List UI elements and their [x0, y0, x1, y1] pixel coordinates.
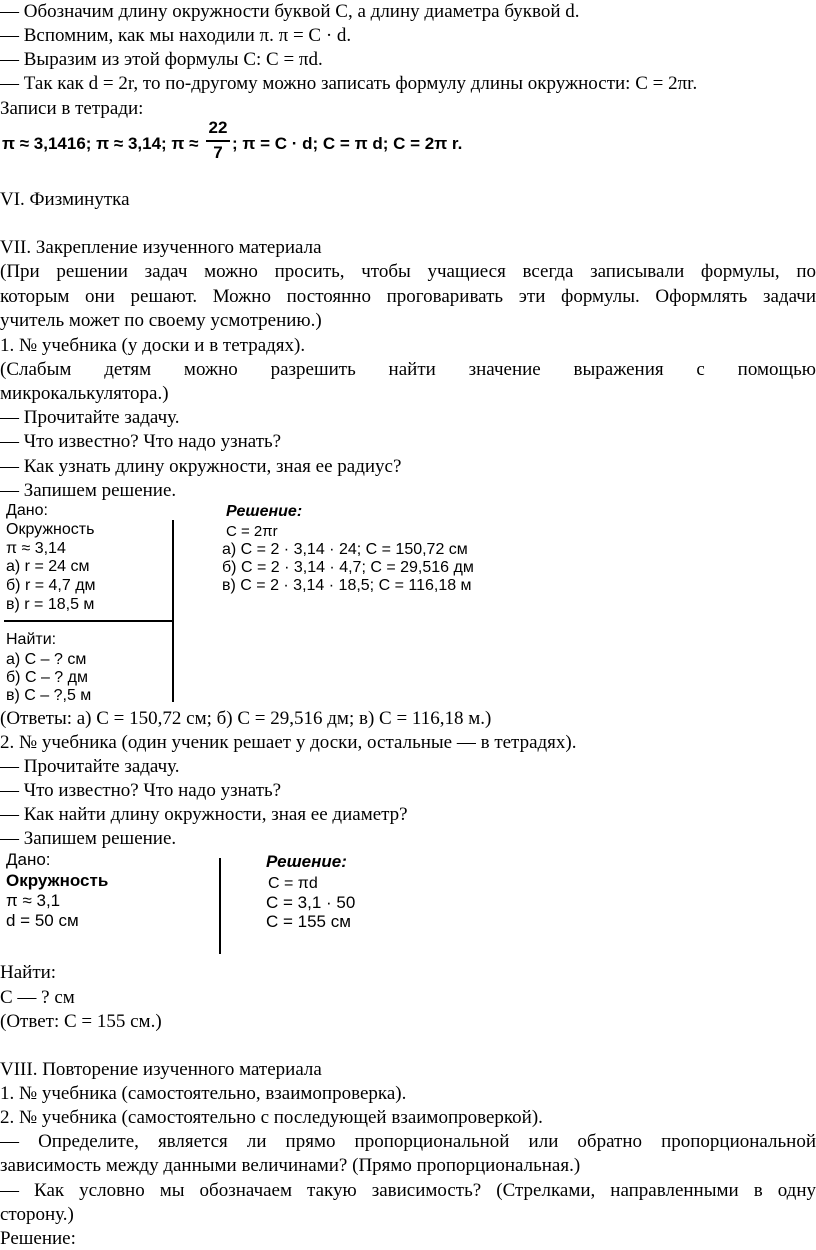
box-1-vertical-line — [172, 520, 174, 702]
given-item: π ≈ 3,14 — [6, 540, 66, 557]
solution-line: С = 3,1 · 50 — [266, 893, 356, 912]
task-2-answer: (Ответ: С = 155 см.) — [0, 1011, 162, 1032]
given-item: π ≈ 3,1 — [6, 891, 61, 910]
task-2-question-2: — Что известно? Что надо узнать? — [0, 780, 282, 801]
fraction-numerator: 22 — [208, 118, 228, 137]
task-2-find-label: Найти: — [0, 962, 57, 983]
find-label: Найти: — [6, 631, 57, 648]
task-2-question-4: — Запишем решение. — [0, 828, 177, 849]
section-6-title: VI. Физминутка — [0, 189, 130, 210]
solution-line: С = 155 см — [266, 912, 351, 931]
section-8-question-1-line-1: — Определите, является ли прямо пропорциональной или обратно пропорциональной — [0, 1131, 816, 1152]
intro-line-4: — Так как d = 2r, то по-другому можно записать формулу длины окружности: С = 2πr. — [0, 73, 698, 94]
find-item: в) С – ?,5 м — [6, 687, 92, 704]
section-8-task-2: 2. № учебника (самостоятельно с последующей взаимопроверкой). — [0, 1107, 543, 1128]
task-2-find: С — ? см — [0, 987, 75, 1008]
given-item: Окружность — [6, 871, 109, 890]
given-item: Окружность — [6, 521, 95, 538]
task-2-question-1: — Прочитайте задачу. — [0, 756, 180, 777]
given-item: в) r = 18,5 м — [6, 596, 95, 613]
given-item: б) r = 4,7 дм — [6, 577, 96, 594]
section-8-task-1: 1. № учебника (самостоятельно, взаимопроверка). — [0, 1083, 407, 1104]
weak-note-line-2: микрокалькулятора.) — [0, 383, 169, 404]
intro-line-3: — Выразим из этой формулы С: С = πd. — [0, 49, 323, 70]
solution-line: С = 2πr — [226, 523, 278, 540]
given-label: Дано: — [6, 850, 51, 869]
task-1-question-2: — Что известно? Что надо узнать? — [0, 431, 282, 452]
given-label: Дано: — [6, 502, 48, 519]
section-7-title: VII. Закрепление изученного материала — [0, 237, 322, 258]
given-item: d = 50 см — [6, 911, 79, 930]
intro-line-2: — Вспомним, как мы находили π. π = С · d. — [0, 25, 352, 46]
section-8-question-2-line-1: — Как условно мы обозначаем такую зависимость? (Стрелками, направленными в одну — [0, 1180, 816, 1201]
find-item: б) С – ? дм — [6, 669, 88, 686]
solution-line: б) С = 2 · 3,14 · 4,7; С = 29,516 дм — [222, 559, 474, 576]
weak-note-line-1: (Слабым детям можно разрешить найти значение выражения с помощью — [0, 359, 816, 380]
solution-label: Решение: — [266, 852, 347, 871]
intro-line-1: — Обозначим длину окружности буквой С, а длину диаметра буквой d. — [0, 1, 580, 22]
task-1-question-4: — Запишем решение. — [0, 480, 177, 501]
task-1-question-1: — Прочитайте задачу. — [0, 407, 180, 428]
task-1-question-3: — Как узнать длину окружности, зная ее радиус? — [0, 456, 402, 477]
fraction-bar — [206, 140, 230, 142]
fraction-denominator: 7 — [213, 143, 223, 162]
section-8-question-2-line-2: сторону.) — [0, 1204, 74, 1225]
section-7-note-line-1: (При решении задач можно просить, чтобы учащиеся всегда записывали формулы, по — [0, 261, 816, 282]
task-1-heading: 1. № учебника (у доски и в тетрадях). — [0, 335, 306, 356]
find-item: а) С – ? см — [6, 651, 87, 668]
task-1-answers: (Ответы: а) С = 150,72 см; б) С = 29,516 дм; в) С = 116,18 м.) — [0, 708, 492, 729]
solution-line: а) С = 2 · 3,14 · 24; С = 150,72 см — [222, 541, 468, 558]
box-1-divider — [4, 620, 172, 622]
solution-line: С = πd — [268, 875, 318, 892]
section-8-title: VIII. Повторение изученного материала — [0, 1059, 322, 1080]
solution-label: Решение: — [226, 503, 303, 520]
section-7-note-line-3: учитель может по своему усмотрению.) — [0, 310, 322, 331]
solution-line: в) С = 2 · 3,14 · 18,5; С = 116,18 м — [222, 577, 472, 594]
given-item: а) r = 24 см — [6, 558, 90, 575]
section-7-note-line-2: которым они решают. Можно постоянно проговаривать эти формулы. Оформлять задачи — [0, 286, 816, 307]
section-8-solution-label: Решение: — [0, 1228, 76, 1249]
section-8-question-1-line-2: зависимость между данными величинами? (Прямо пропорциональная.) — [0, 1155, 581, 1176]
formula-part-2: ; π = C · d; C = π d; C = 2π r. — [232, 134, 463, 153]
task-2-question-3: — Как найти длину окружности, зная ее диаметр? — [0, 804, 408, 825]
formula-part-1: π ≈ 3,1416; π ≈ 3,14; π ≈ — [2, 134, 199, 153]
box-2-vertical-line — [219, 858, 221, 954]
notebook-heading: Записи в тетради: — [0, 98, 144, 119]
task-2-heading: 2. № учебника (один ученик решает у доски, остальные — в тетрадях). — [0, 732, 577, 753]
